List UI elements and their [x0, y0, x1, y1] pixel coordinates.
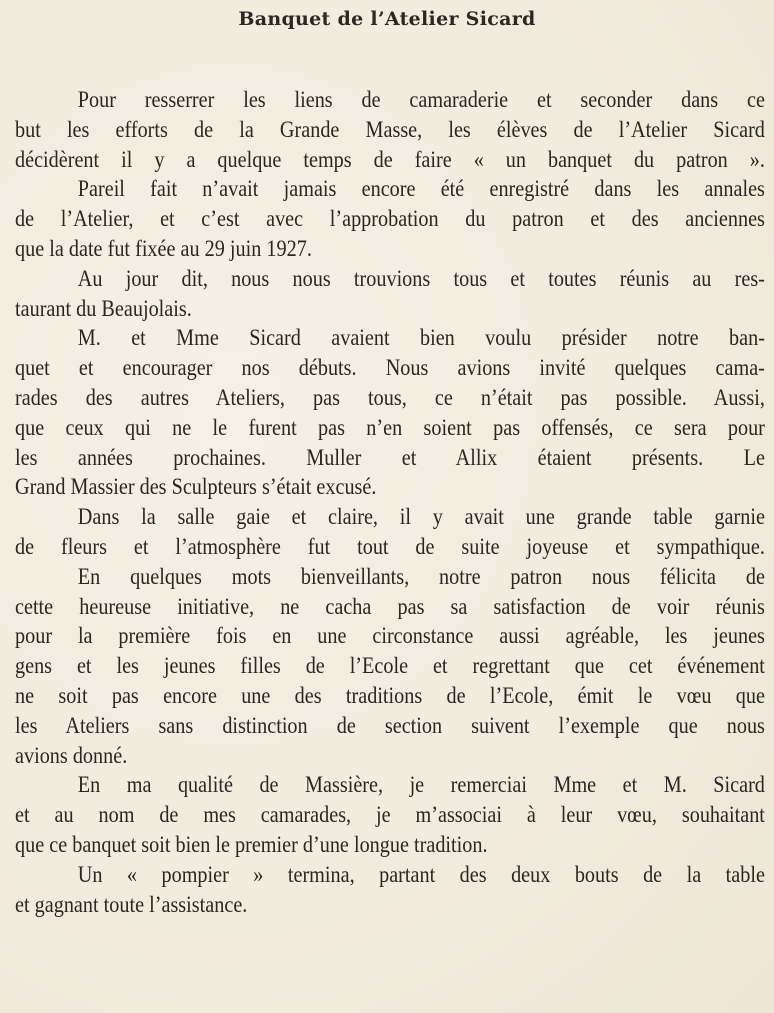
text-line: les années prochaines. Muller et Allix étaient présents. Le — [15, 444, 765, 471]
text-line: En ma qualité de Massière, je remerciai Mme et M. Sicard — [77, 772, 765, 799]
text-line: et au nom de mes camarades, je m’associai à leur vœu, souhaitant — [15, 802, 765, 829]
text-line: et gagnant toute l’assistance. — [15, 891, 248, 918]
text-line: Dans la salle gaie et claire, il y avait une grande table garnie — [77, 504, 765, 531]
text-line: pour la première fois en une circonstance aussi agréable, les jeunes — [15, 623, 765, 650]
article-body — [15, 86, 765, 920]
text-line: Grand Massier des Sculpteurs s’était excusé. — [15, 474, 377, 501]
text-line: gens et les jeunes filles de l’Ecole et regrettant que cet événement — [15, 653, 765, 680]
text-line: de l’Atelier, et c’est avec l’approbation du patron et des anciennes — [15, 206, 765, 233]
text-line: but les efforts de la Grande Masse, les élèves de l’Atelier Sicard — [15, 116, 765, 143]
text-line: que la date fut fixée au 29 juin 1927. — [15, 235, 312, 262]
text-line: décidèrent il y a quelque temps de faire « un banquet du patron ». — [15, 146, 765, 173]
text-line: que ce banquet soit bien le premier d’une longue tradition. — [15, 831, 488, 858]
text-line: Un « pompier » termina, partant des deux bouts de la table — [77, 861, 765, 888]
text-line: taurant du Beaujolais. — [15, 295, 192, 322]
text-line: Pour resserrer les liens de camaraderie et seconder dans ce — [77, 87, 765, 113]
text-line: En quelques mots bienveillants, notre patron nous félicita de — [77, 563, 765, 590]
text-line: que ceux qui ne le furent pas n’en soient pas offensés, ce sera pour — [15, 414, 765, 441]
text-line: ne soit pas encore une des traditions de l’Ecole, émit le vœu que — [15, 682, 765, 709]
text-line: M. et Mme Sicard avaient bien voulu présider notre ban- — [77, 325, 765, 352]
text-line: de fleurs et l’atmosphère fut tout de suite joyeuse et sympathique. — [15, 533, 765, 560]
text-line: quet et encourager nos débuts. Nous avions invité quelques cama- — [15, 355, 765, 382]
text-line: avions donné. — [15, 742, 128, 769]
text-line: rades des autres Ateliers, pas tous, ce n’était pas possible. Aussi, — [15, 384, 765, 411]
text-line: Pareil fait n’avait jamais encore été enregistré dans les annales — [77, 176, 765, 203]
text-line: les Ateliers sans distinction de section suivent l’exemple que nous — [15, 712, 765, 739]
text-line: Au jour dit, nous nous trouvions tous et toutes réunis au res- — [77, 265, 765, 292]
text-line: cette heureuse initiative, ne cacha pas sa satisfaction de voir réunis — [15, 593, 765, 620]
article-title: Banquet de l’Atelier Sicard — [238, 8, 536, 30]
